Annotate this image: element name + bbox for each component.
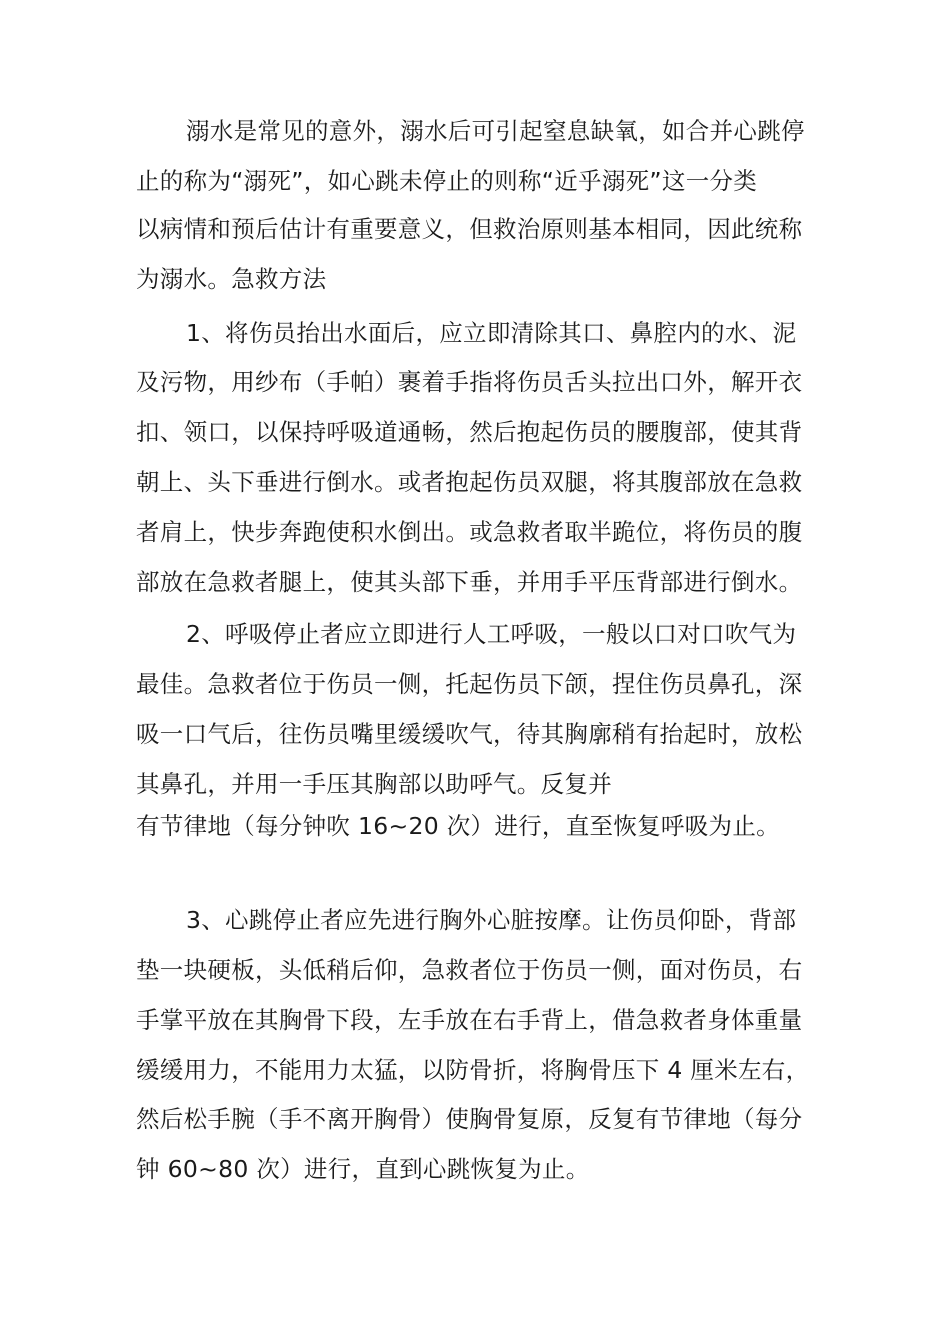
text-line: 缓缓用力，不能用力太猛，以防骨折，将胸骨压下 4 厘米左右， [136, 1056, 810, 1084]
text-line: 钟 60~80 次）进行，直到心跳恢复为止。 [136, 1155, 590, 1183]
text-line: 2、呼吸停止者应立即进行人工呼吸，一般以口对口吹气为 [186, 620, 797, 648]
text-line: 部放在急救者腿上，使其头部下垂，并用手平压背部进行倒水。 [136, 568, 803, 596]
text-line: 为溺水。急救方法 [136, 265, 327, 293]
text-line: 其鼻孔，并用一手压其胸部以助呼气。反复并 [136, 770, 612, 798]
text-line: 有节律地（每分钟吹 16~20 次）进行，直至恢复呼吸为止。 [136, 812, 780, 840]
text-line: 止的称为“溺死”，如心跳未停止的则称“近乎溺死”这一分类 [136, 167, 758, 195]
text-line: 3、心跳停止者应先进行胸外心脏按摩。让伤员仰卧，背部 [186, 906, 797, 934]
text-line: 及污物，用纱布（手帕）裹着手指将伤员舌头拉出口外，解开衣 [136, 368, 803, 396]
text-line: 1、将伤员抬出水面后，应立即清除其口、鼻腔内的水、泥 [186, 319, 797, 347]
text-line: 者肩上，快步奔跑使积水倒出。或急救者取半跪位，将伤员的腹 [136, 518, 803, 546]
text-line: 朝上、头下垂进行倒水。或者抱起伤员双腿，将其腹部放在急救 [136, 468, 803, 496]
text-line: 最佳。急救者位于伤员一侧，托起伤员下颌，捏住伤员鼻孔，深 [136, 670, 803, 698]
text-line: 垫一块硬板，头低稍后仰，急救者位于伤员一侧，面对伤员，右 [136, 956, 803, 984]
text-line: 扣、领口，以保持呼吸道通畅，然后抱起伤员的腰腹部，使其背 [136, 418, 803, 446]
text-line: 手掌平放在其胸骨下段，左手放在右手背上，借急救者身体重量 [136, 1006, 803, 1034]
text-line: 以病情和预后估计有重要意义，但救治原则基本相同，因此统称 [136, 215, 803, 243]
text-line: 然后松手腕（手不离开胸骨）使胸骨复原，反复有节律地（每分 [136, 1105, 803, 1133]
text-line: 溺水是常见的意外，溺水后可引起窒息缺氧，如合并心跳停 [186, 117, 805, 145]
text-line: 吸一口气后，往伤员嘴里缓缓吹气，待其胸廓稍有抬起时，放松 [136, 720, 803, 748]
